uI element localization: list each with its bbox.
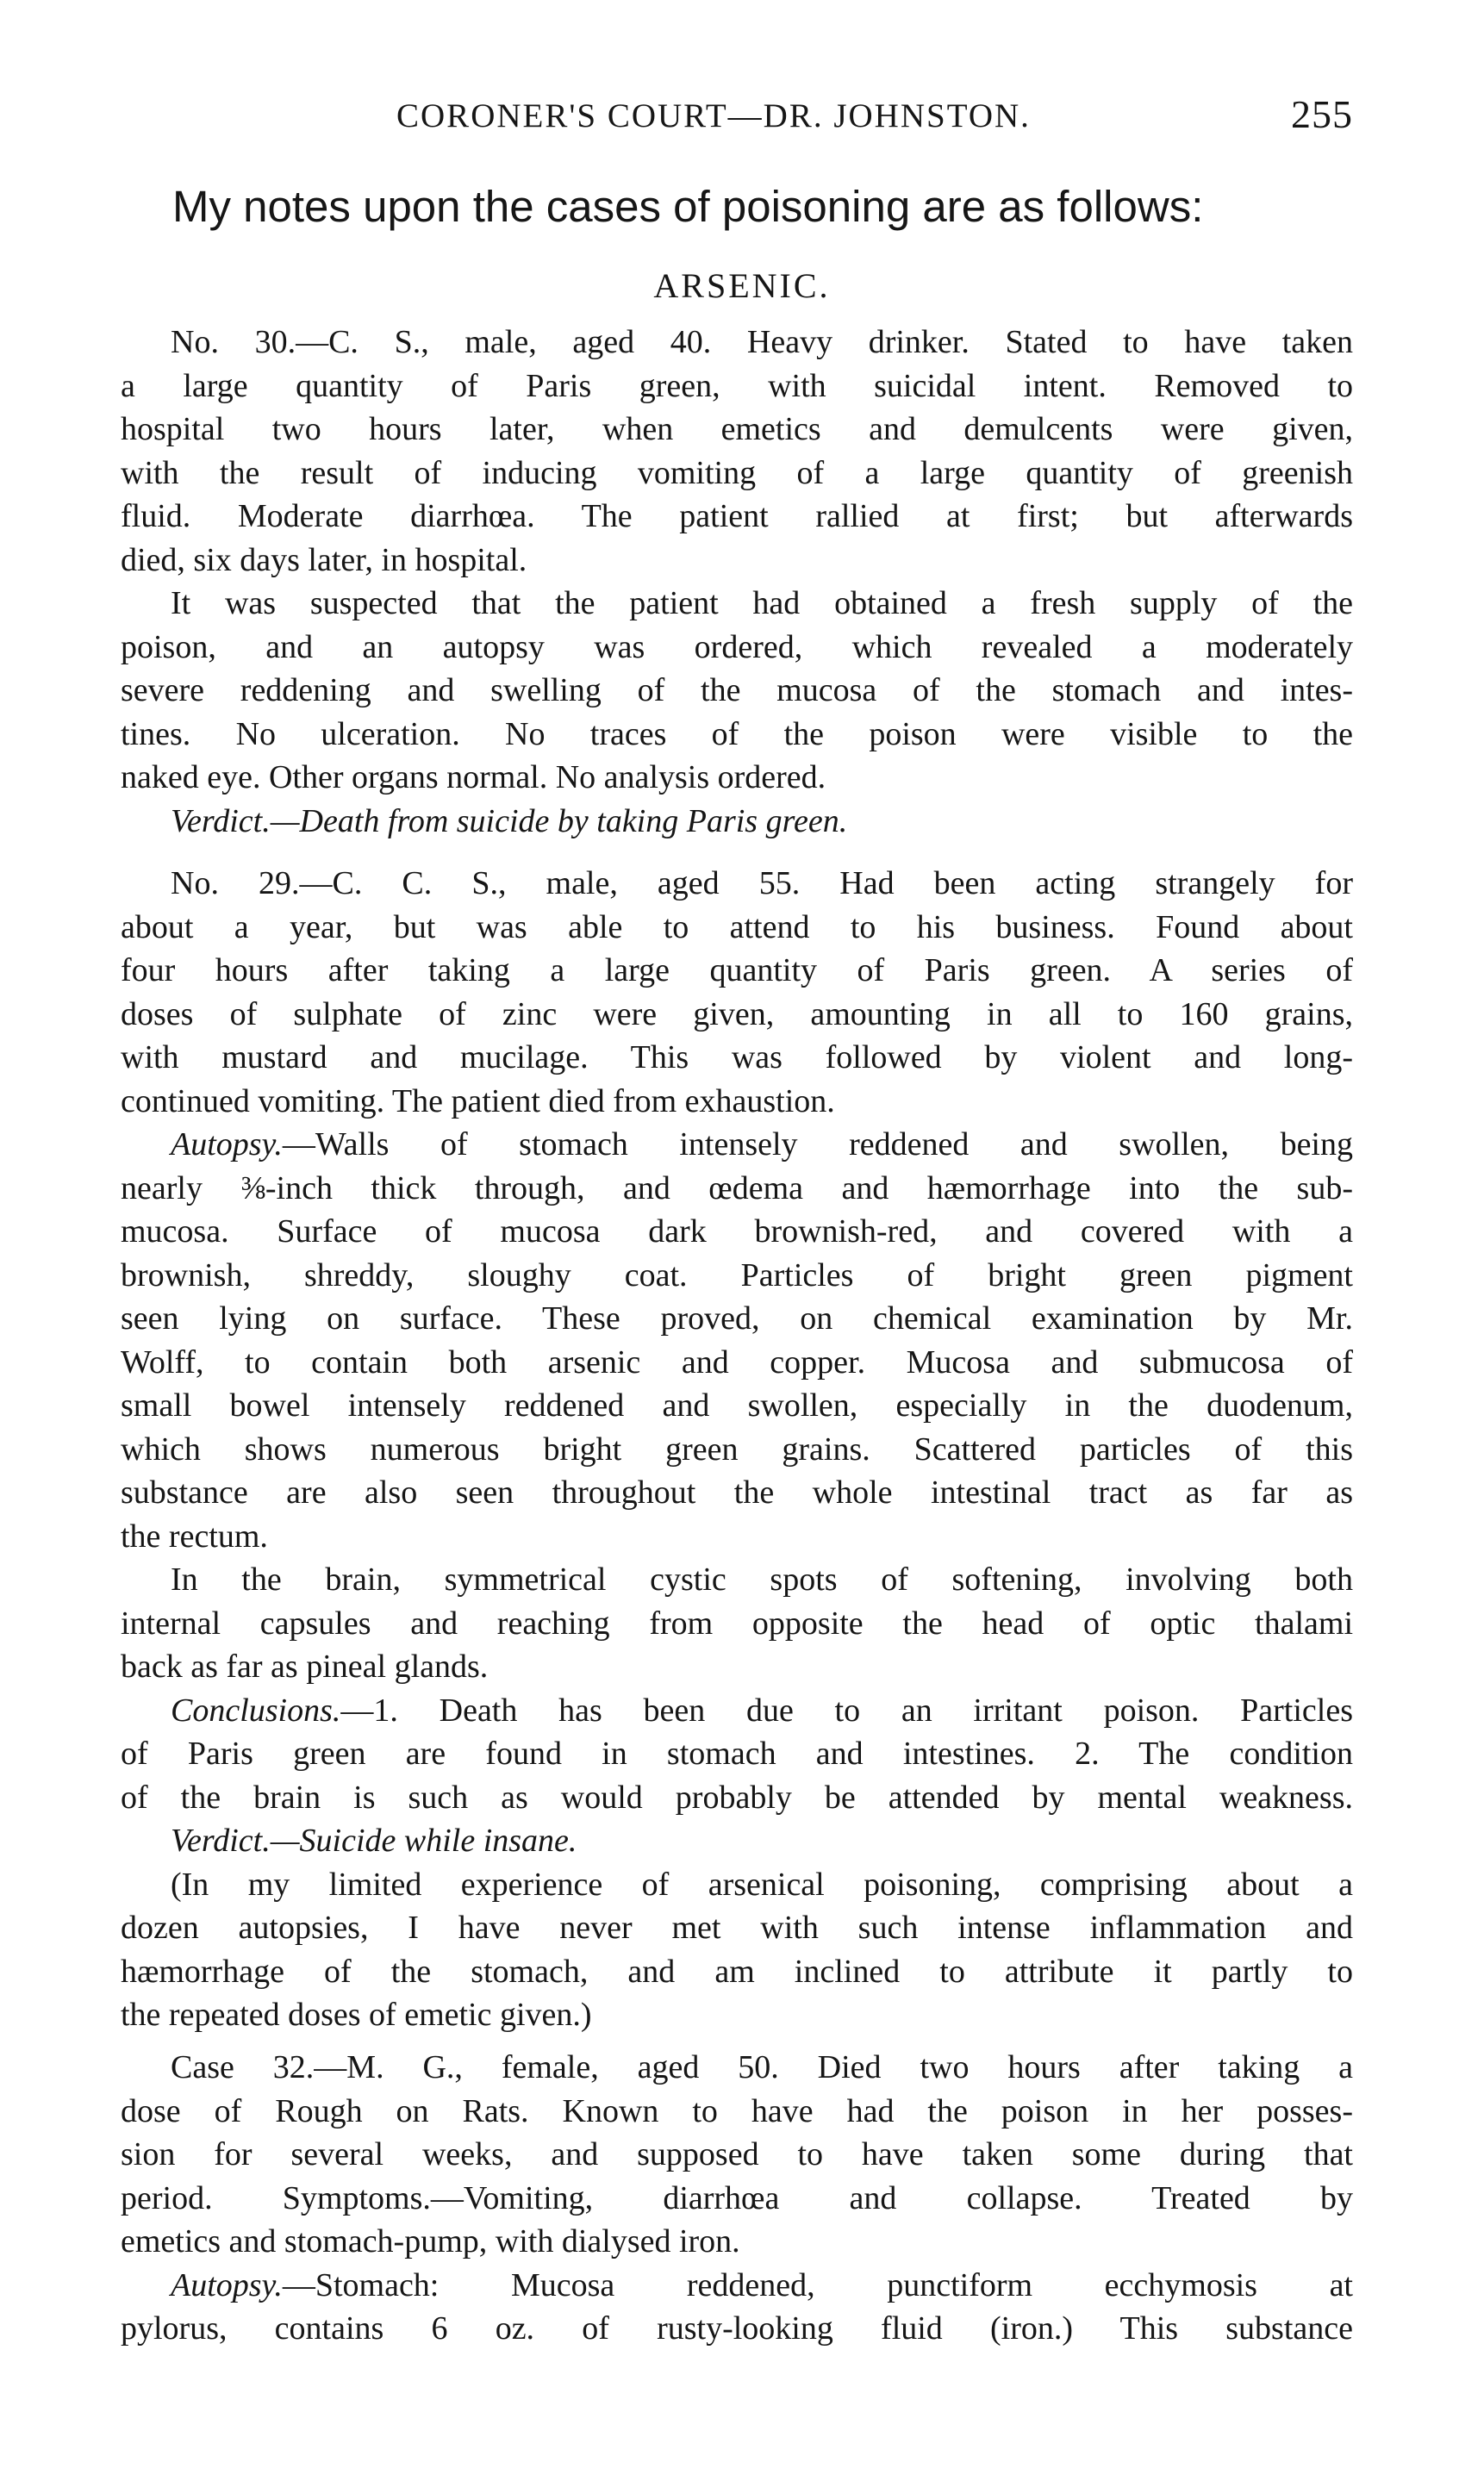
text-line: about a year, but was able to attend to his business. Found about	[121, 908, 1353, 945]
text-line: emetics and stomach-pump, with dialysed iron.	[121, 2223, 740, 2259]
case-30	[121, 321, 1353, 843]
text-line: Case 32.—M. G., female, aged 50. Died two hours after taking a	[171, 2049, 1353, 2085]
verdict-line: Verdict.—Suicide while insane.	[171, 1823, 577, 1859]
text-line: (In my limited experience of arsenical poisoning, comprising about a	[171, 1866, 1353, 1903]
text-line: which shows numerous bright green grains. Scattered particles of this	[121, 1430, 1353, 1468]
text-line: nearly ⅜-inch thick through, and œdema and hæmorrhage into the sub-	[121, 1169, 1353, 1206]
text-line: pylorus, contains 6 oz. of rusty-looking fluid (iron.) This substance	[121, 2310, 1353, 2347]
text-line: substance are also seen throughout the whole intestinal tract as far as	[121, 1474, 1353, 1511]
text-line: brownish, shreddy, sloughy coat. Particles of bright green pigment	[121, 1256, 1353, 1293]
text-line: four hours after taking a large quantity of Paris green. A series of	[121, 952, 1353, 988]
text-line: of the brain is such as would probably be attended by mental weakness.	[121, 1779, 1353, 1816]
text-line: naked eye. Other organs normal. No analysis ordered.	[121, 759, 826, 795]
text-line: doses of sulphate of zinc were given, amounting in all to 160 grains,	[121, 995, 1353, 1032]
text-line: hospital two hours later, when emetics and demulcents were given,	[121, 411, 1353, 447]
autopsy-label: Autopsy.	[171, 1126, 283, 1162]
text-line: died, six days later, in hospital.	[121, 541, 527, 578]
running-header	[121, 92, 1353, 148]
conclusions-text: —1. Death has been due to an irritant poison. Particles	[340, 1692, 1353, 1729]
text-line: dozen autopsies, I have never met with such intense inflammation and	[121, 1910, 1353, 1946]
text-line: seen lying on surface. These proved, on chemical examination by Mr.	[121, 1300, 1353, 1337]
text-line: continued vomiting. The patient died from exhaustion.	[121, 1082, 835, 1119]
autopsy-first-line	[121, 2264, 1353, 2308]
text-line: the repeated doses of emetic given.)	[121, 1997, 592, 2033]
text-line: No. 29.—C. C. S., male, aged 55. Had been acting strangely for	[171, 865, 1353, 901]
section-heading-arsenic: ARSENIC.	[653, 266, 831, 305]
text-line: sion for several weeks, and supposed to have taken some during that	[121, 2136, 1353, 2172]
text-line: back as far as pineal glands.	[121, 1649, 489, 1685]
text-line: fluid. Moderate diarrhœa. The patient rallied at first; but afterwards	[121, 498, 1353, 534]
text-line: a large quantity of Paris green, with suicidal intent. Removed to	[121, 367, 1353, 404]
autopsy-text: —Stomach: Mucosa reddened, punctiform ecchymosis at	[282, 2266, 1353, 2303]
intro-heading: My notes upon the cases of poisoning are as follows:	[172, 182, 1204, 231]
text-line: the rectum.	[121, 1518, 268, 1555]
autopsy-text: —Walls of stomach intensely reddened and swollen, being	[282, 1126, 1353, 1162]
autopsy-first-line	[121, 1123, 1353, 1167]
autopsy-label: Autopsy.	[171, 2266, 283, 2303]
text-line: severe reddening and swelling of the mucosa of the stomach and intes-	[121, 672, 1353, 708]
text-line: In the brain, symmetrical cystic spots of softening, involving both	[171, 1561, 1353, 1598]
text-line: period. Symptoms.—Vomiting, diarrhœa and collapse. Treated by	[121, 2179, 1353, 2216]
conclusions-label: Conclusions.	[171, 1692, 341, 1729]
text-line: internal capsules and reaching from opposite the head of optic thalami	[121, 1605, 1353, 1642]
text-line: poison, and an autopsy was ordered, which revealed a moderately	[121, 628, 1353, 665]
text-line: with mustard and mucilage. This was followed by violent and long-	[121, 1039, 1353, 1075]
conclusions-first-line	[121, 1689, 1353, 1733]
text-line: It was suspected that the patient had obtained a fresh supply of the	[171, 585, 1353, 621]
text-line: with the result of inducing vomiting of a large quantity of greenish	[121, 454, 1353, 491]
running-title: CORONER'S COURT—DR. JOHNSTON.	[396, 97, 1031, 134]
case-29	[121, 862, 1353, 2037]
verdict-line: Verdict.—Death from suicide by taking Paris green.	[171, 802, 848, 839]
text-line: hæmorrhage of the stomach, and am inclined to attribute it partly to	[121, 1953, 1353, 1990]
text-line: mucosa. Surface of mucosa dark brownish-red, and covered with a	[121, 1213, 1353, 1250]
text-line: small bowel intensely reddened and swollen, especially in the duodenum,	[121, 1387, 1353, 1424]
page-number: 255	[1291, 92, 1353, 136]
text-line: of Paris green are found in stomach and intestines. 2. The condition	[121, 1736, 1353, 1772]
case-32	[121, 2046, 1353, 2351]
text-line: dose of Rough on Rats. Known to have had the poison in her posses-	[121, 2092, 1353, 2129]
text-line: No. 30.—C. S., male, aged 40. Heavy drinker. Stated to have taken	[171, 324, 1353, 360]
text-line: tines. No ulceration. No traces of the poison were visible to the	[121, 715, 1353, 752]
text-line: Wolff, to contain both arsenic and copper. Mucosa and submucosa of	[121, 1343, 1353, 1381]
